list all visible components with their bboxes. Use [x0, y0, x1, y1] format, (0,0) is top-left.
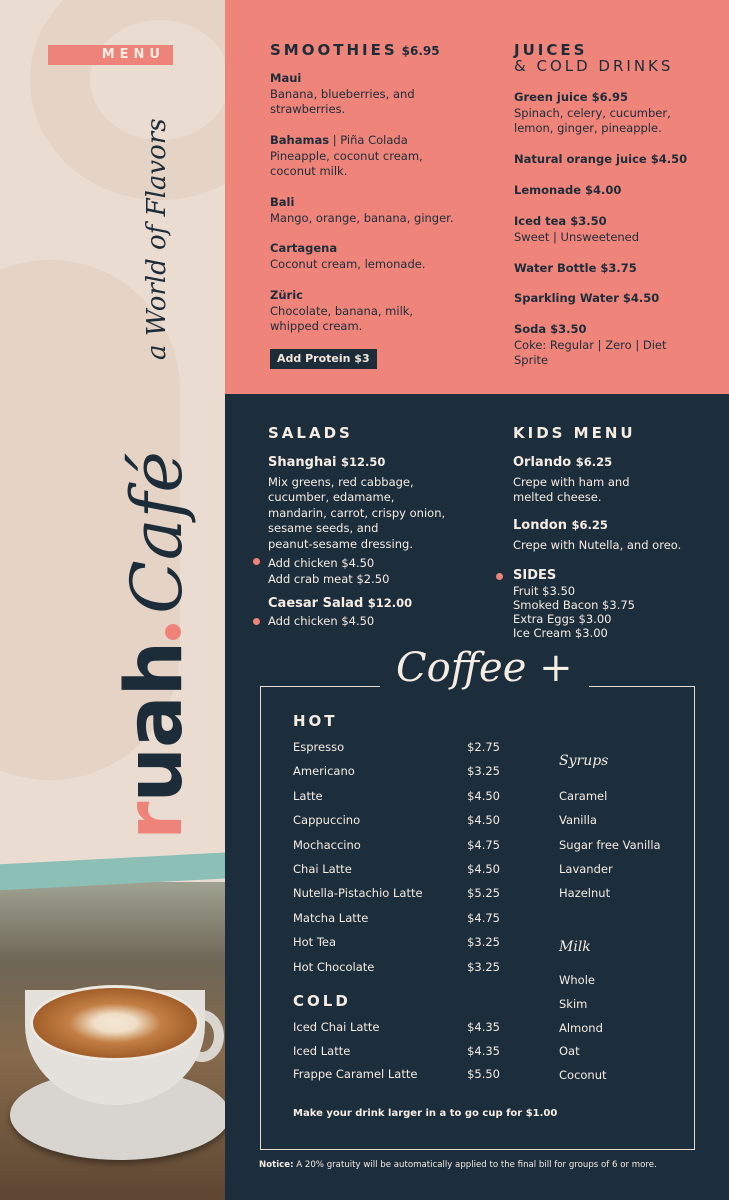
food-coffee-panel	[225, 394, 729, 1200]
item-name: Sparkling Water $4.50	[514, 291, 660, 305]
drink-name: Cappuccino	[293, 813, 361, 827]
item-desc: Pineapple, coconut cream,	[270, 148, 423, 163]
milk-item: Skim	[559, 997, 588, 1011]
drink-name: Iced Chai Latte	[293, 1020, 380, 1034]
milk-item: Coconut	[559, 1068, 607, 1082]
drink-name: Iced Latte	[293, 1044, 351, 1058]
item-name: Shanghai	[268, 455, 337, 470]
milk-item: Oat	[559, 1044, 580, 1058]
item-name: Iced tea $3.50	[514, 214, 607, 228]
syrup-item: Sugar free Vanilla	[559, 838, 661, 852]
hot-heading: HOT	[293, 712, 338, 730]
juice-item	[514, 183, 621, 199]
item-desc: whipped cream.	[270, 319, 363, 333]
smoothie-item	[270, 71, 415, 118]
side-item: Fruit $3.50	[513, 583, 576, 598]
syrup-item: Hazelnut	[559, 886, 611, 900]
milk-heading: Milk	[559, 939, 591, 955]
menu-row	[293, 1020, 500, 1034]
item-desc: Coke: Regular | Zero | Diet	[514, 337, 667, 352]
item-name: Züric	[270, 288, 303, 302]
item-name: Orlando	[513, 455, 572, 470]
bullet-dot	[253, 618, 260, 625]
brand-name-rest: uah	[110, 641, 200, 803]
juice-item	[514, 261, 637, 277]
brand-cafe: Café	[116, 451, 198, 614]
item-desc: Crepe with Nutella, and oreo.	[513, 537, 682, 552]
smoothie-item	[270, 195, 454, 226]
item-desc: Mango, orange, banana, ginger.	[270, 210, 454, 225]
syrups-heading: Syrups	[559, 753, 609, 769]
tagline: a World of Flavors	[142, 118, 172, 360]
brand-dot	[165, 624, 181, 640]
drink-price: $4.50	[467, 813, 500, 827]
smoothies-heading	[270, 41, 440, 59]
item-desc: coconut milk.	[270, 164, 348, 178]
item-name: Water Bottle $3.75	[514, 261, 637, 275]
item-name: Bali	[270, 195, 295, 209]
kids-item-london	[513, 518, 681, 553]
notice-text: A 20% gratuity will be automatically applied to the final bill for groups of 6 or more.	[293, 1160, 657, 1170]
menu-row	[293, 862, 500, 876]
item-extra: | Piña Colada	[329, 133, 408, 147]
drink-name: Matcha Latte	[293, 911, 369, 925]
juices-title: JUICES	[514, 41, 588, 59]
milk-item: Whole	[559, 973, 595, 987]
drinks-panel	[225, 0, 729, 394]
item-desc: peanut-sesame dressing.	[268, 536, 413, 551]
juices-heading	[514, 41, 673, 74]
item-price: $6.25	[575, 455, 613, 469]
drink-name: Hot Tea	[293, 935, 337, 949]
item-name: Cartagena	[270, 241, 338, 255]
brand-name-r: r	[110, 802, 200, 840]
drink-name: Espresso	[293, 740, 345, 754]
item-desc: Spinach, celery, cucumber,	[514, 105, 671, 120]
drink-name: Nutella-Pistachio Latte	[293, 886, 423, 900]
kids-item-orlando	[513, 455, 630, 506]
menu-row	[293, 960, 500, 974]
decorative-shape	[30, 0, 225, 200]
smoothies-title: SMOOTHIES	[270, 41, 398, 59]
add-protein-badge: Add Protein $3	[270, 349, 377, 369]
menu-row	[293, 838, 500, 852]
drink-price: $3.25	[467, 764, 500, 778]
item-price: $12.50	[340, 455, 386, 469]
drink-price: $4.35	[467, 1044, 500, 1058]
item-desc: Crepe with ham and	[513, 474, 630, 489]
smoothie-item	[270, 133, 423, 180]
item-desc: lemon, ginger, pineapple.	[514, 121, 662, 135]
addon: Add chicken $4.50	[268, 556, 375, 570]
drink-name: Americano	[293, 764, 355, 778]
bullet-dot	[253, 558, 260, 565]
syrup-item: Caramel	[559, 789, 608, 803]
juice-item	[514, 152, 687, 168]
item-desc: cucumber, edamame,	[268, 490, 395, 504]
item-desc: Sprite	[514, 353, 549, 367]
side-item: Smoked Bacon $3.75	[513, 597, 635, 612]
menu-row	[293, 1067, 500, 1081]
menu-row	[293, 764, 500, 778]
drink-name: Latte	[293, 789, 323, 803]
milk-item: Almond	[559, 1021, 603, 1035]
addon: Add chicken $4.50	[268, 613, 375, 628]
drink-price: $3.25	[467, 960, 500, 974]
menu-row	[293, 789, 500, 803]
brand-panel	[0, 0, 225, 1200]
item-name: Caesar Salad	[268, 596, 364, 611]
juice-item	[514, 90, 671, 137]
drink-name: Mochaccino	[293, 838, 361, 852]
drink-price: $4.50	[467, 862, 500, 876]
salad-item-caesar	[268, 596, 412, 629]
sides-list	[513, 568, 635, 640]
menu-row	[293, 813, 500, 827]
salad-item-shanghai	[268, 455, 445, 587]
item-desc: Sweet | Unsweetened	[514, 229, 640, 244]
item-desc: Chocolate, banana, milk,	[270, 303, 414, 318]
drink-name: Frappe Caramel Latte	[293, 1067, 418, 1081]
item-name: Soda $3.50	[514, 322, 587, 336]
drink-price: $5.50	[467, 1067, 500, 1081]
drink-price: $3.25	[467, 935, 500, 949]
menu-row	[293, 886, 500, 900]
item-desc: sesame seeds, and	[268, 521, 379, 535]
cold-heading: COLD	[293, 992, 351, 1010]
drink-price: $2.75	[467, 740, 500, 754]
drink-price: $5.25	[467, 886, 500, 900]
item-desc: Banana, blueberries, and	[270, 86, 415, 101]
sides-title: SIDES	[513, 568, 557, 583]
smoothies-price: $6.95	[401, 44, 440, 58]
syrup-item: Lavander	[559, 862, 613, 876]
item-desc: melted cheese.	[513, 490, 602, 504]
coffee-title: Coffee +	[380, 640, 589, 696]
item-desc: Mix greens, red cabbage,	[268, 474, 414, 489]
menu-tag: MENU	[48, 45, 173, 65]
syrup-item: Vanilla	[559, 813, 597, 827]
latte-art	[30, 985, 200, 1061]
kids-heading: KIDS MENU	[513, 424, 636, 442]
item-name: Bahamas	[270, 133, 330, 147]
juice-item	[514, 291, 659, 307]
smoothie-item	[270, 288, 413, 335]
drink-name: Hot Chocolate	[293, 960, 375, 974]
menu-row	[293, 911, 500, 925]
drink-price: $4.50	[467, 789, 500, 803]
salads-heading: SALADS	[268, 424, 353, 442]
item-desc: Coconut cream, lemonade.	[270, 256, 426, 271]
menu-row	[293, 1044, 500, 1058]
juices-subtitle: & COLD DRINKS	[514, 57, 674, 75]
addon: Add crab meat $2.50	[268, 571, 390, 586]
smoothie-item	[270, 241, 425, 272]
item-name: Natural orange juice $4.50	[514, 152, 688, 166]
juice-item	[514, 322, 667, 369]
menu-row	[293, 935, 500, 949]
brand-logo	[110, 451, 200, 840]
side-item: Extra Eggs $3.00	[513, 611, 612, 626]
drink-name: Chai Latte	[293, 862, 352, 876]
bullet-dot	[496, 573, 503, 580]
item-price: $6.25	[571, 518, 608, 532]
item-name: London	[513, 518, 567, 533]
gratuity-notice	[259, 1160, 657, 1170]
item-desc: mandarin, carrot, crispy onion,	[268, 505, 446, 520]
menu-row	[293, 740, 500, 754]
drink-price: $4.75	[467, 911, 500, 925]
item-name: Green juice $6.95	[514, 90, 628, 104]
notice-label: Notice:	[259, 1160, 294, 1170]
upsize-note: Make your drink larger in a to go cup for $1.00	[293, 1108, 558, 1119]
item-desc: strawberries.	[270, 102, 346, 116]
drink-price: $4.75	[467, 838, 500, 852]
item-price: $12.00	[367, 596, 413, 610]
item-name: Lemonade $4.00	[514, 183, 622, 197]
drink-price: $4.35	[467, 1020, 500, 1034]
item-name: Maui	[270, 71, 302, 85]
side-item: Ice Cream $3.00	[513, 625, 608, 640]
juice-item	[514, 214, 639, 245]
